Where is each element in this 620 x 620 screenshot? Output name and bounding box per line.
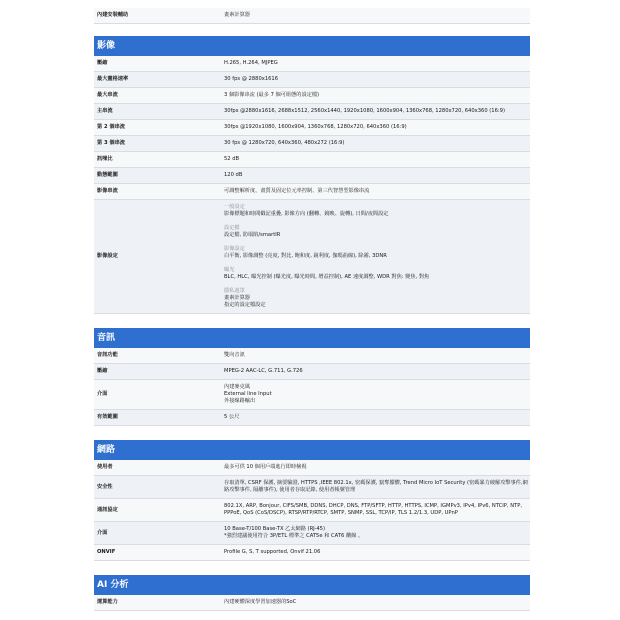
section-header-video: 影像 <box>94 36 530 56</box>
spec-label: ONVIF <box>97 549 116 555</box>
spec-label: 最大畫格速率 <box>97 76 129 82</box>
spec-label: 主串流 <box>97 108 113 114</box>
spec-value: 30fps @1920x1080, 1600x904, 1360x768, 1280x720, 640x360 (16:9) <box>224 124 407 130</box>
spec-label: 影像串流 <box>97 188 118 194</box>
spec-label: 安全性 <box>97 483 113 490</box>
spec-row <box>94 120 530 136</box>
spec-row <box>94 348 530 364</box>
spec-value: 最多可供 10 個用戶端進行即時檢視 <box>224 464 307 470</box>
spec-value: 內建麥克風 External line Input 外接線路輸出 <box>224 384 272 404</box>
spec-value: 120 dB <box>224 172 243 178</box>
spec-label: 通訊協定 <box>97 506 118 513</box>
spec-value: MPEG-2 AAC-LC, G.711, G.726 <box>224 368 303 374</box>
section-header-ai: AI 分析 <box>94 575 530 595</box>
spec-label: 最大串流 <box>97 92 118 98</box>
spec-value: 30 fps @ 1280x720, 640x360, 480x272 (16:9) <box>224 140 345 146</box>
spec-value: 30fps @2880x1616, 2688x1512, 2560x1440, 1920x1080, 1600x904, 1360x768, 1280x720, 640x360 (16:9) <box>224 108 505 114</box>
spec-label: 第 2 個串流 <box>97 124 125 130</box>
settings-group-body: BLC, HLC, 曝光控制 (曝光度, 曝光時間, 增益控制), AE 速度調整, WDR 對焦: 變焦, 對焦 <box>224 274 430 280</box>
spec-label: 有效範圍 <box>97 414 118 420</box>
settings-group-body: 白平衡, 影像調整 (亮度, 對比, 飽和度, 銳利度, 伽瑪曲線), 除霧, 3DNR <box>224 253 387 259</box>
settings-group-title: 一般設定 <box>224 204 245 210</box>
spec-row <box>94 88 530 104</box>
spec-label: 使用者 <box>97 464 113 470</box>
spec-label: 壓縮 <box>97 60 108 66</box>
spec-value: 52 dB <box>224 156 240 162</box>
settings-group-title: 影像設定 <box>224 246 245 252</box>
settings-group <box>224 288 528 309</box>
spec-row-install-aid <box>94 8 530 24</box>
spec-value: H.265, H.264, MJPEG <box>224 60 278 66</box>
spec-label: 介面 <box>97 391 108 397</box>
settings-group-title: 曝光 <box>224 267 235 273</box>
network-section-rows <box>94 460 530 561</box>
audio-section-rows <box>94 348 530 426</box>
spec-label: 音訊功能 <box>97 352 118 358</box>
spec-row <box>94 136 530 152</box>
video-section-rows <box>94 56 530 314</box>
spec-row <box>94 545 530 561</box>
spec-row-image-settings <box>94 200 530 314</box>
spec-value: 5 公尺 <box>224 414 240 420</box>
spec-row <box>94 184 530 200</box>
spec-row <box>94 56 530 72</box>
settings-group-body: 設定檔, 防塌陷/smartIR <box>224 232 281 238</box>
spec-value <box>222 200 530 313</box>
spec-label: 內建安裝輔助 <box>97 12 129 18</box>
settings-group <box>224 267 528 281</box>
spec-sheet <box>94 8 530 611</box>
settings-group <box>224 204 528 218</box>
spec-value: 雙向音訊 <box>224 352 245 358</box>
ai-section-rows <box>94 595 530 611</box>
spec-value: 可調整解析度、畫質及固定位元率控制、第三代智慧型影像串流 <box>224 188 370 194</box>
section-header-network: 網路 <box>94 440 530 460</box>
spec-value: 802.1X, ARP, Bonjour, CIFS/SMB, DDNS, DHCP, DNS, FTP/SFTP, HTTP, HTTPS, ICMP, IGMPv3, IPv4, IPv6, NTCIP, NTP, PPPoE, QoS (CoS/DSCP), RTSP/RTP/RTCP, SMTP, SNMP, SSL, TCP/IP, TLS 1.2/1.3, UDP, UPnP <box>224 503 523 516</box>
spec-row <box>94 72 530 88</box>
spec-label: 第 3 個串流 <box>97 140 125 146</box>
spec-label: 動態範圍 <box>97 172 118 178</box>
spec-row <box>94 152 530 168</box>
spec-row <box>94 522 530 545</box>
spec-row <box>94 499 530 522</box>
spec-label: 壓縮 <box>97 368 108 374</box>
spec-row <box>94 476 530 499</box>
spec-row <box>94 460 530 476</box>
spec-label: 運算能力 <box>97 599 118 605</box>
settings-group-title: 隱私遮罩 <box>224 288 245 294</box>
spec-row <box>94 104 530 120</box>
spec-label: 訊噪比 <box>97 156 113 162</box>
spec-row <box>94 595 530 611</box>
spec-value: 30 fps @ 2880x1616 <box>224 76 279 82</box>
section-header-audio: 音訊 <box>94 328 530 348</box>
spec-value: 畫素計算器 <box>224 12 250 18</box>
spec-value: Profile G, S, T supported, Onvif 21.06 <box>224 549 321 555</box>
settings-group-body: 影像標題和時間戳記重疊, 影像方向 (翻轉、鏡映、旋轉), 日間/夜間設定 <box>224 211 389 217</box>
spec-value: 10 Base-T/100 Base-TX 乙太網路 (RJ-45) *強烈建議使用符合 3P/ETL 標準之 CAT5e 和 CAT6 纜線 。 <box>224 526 364 539</box>
spec-row <box>94 364 530 380</box>
spec-value: 存取清單, CSRF 保護, 摘要驗證, HTTPS ,IEEE 802.1x, 密碼保護, 竄奪朦體, Trend Micro IoT Security (密碼暴力破解攻擊事件,網路攻擊事件, 隔離事件), 使用者存取記錄, 使用者帳號管理 <box>224 480 528 493</box>
settings-group-body: 畫素計算器 指定的設定檔設定 <box>224 295 266 308</box>
settings-group <box>224 225 528 239</box>
spec-row <box>94 168 530 184</box>
settings-group-title: 設定檔 <box>224 225 240 231</box>
spec-value: 內建硬體深度學習加速器的SoC <box>224 599 297 605</box>
spec-label: 介面 <box>97 529 108 536</box>
settings-group <box>224 246 528 260</box>
spec-value: 3 個影像串流 (最多 7 個可組態的設定檔) <box>224 92 320 98</box>
spec-label: 影像設定 <box>97 253 118 259</box>
spec-row <box>94 380 530 410</box>
spec-row <box>94 410 530 426</box>
